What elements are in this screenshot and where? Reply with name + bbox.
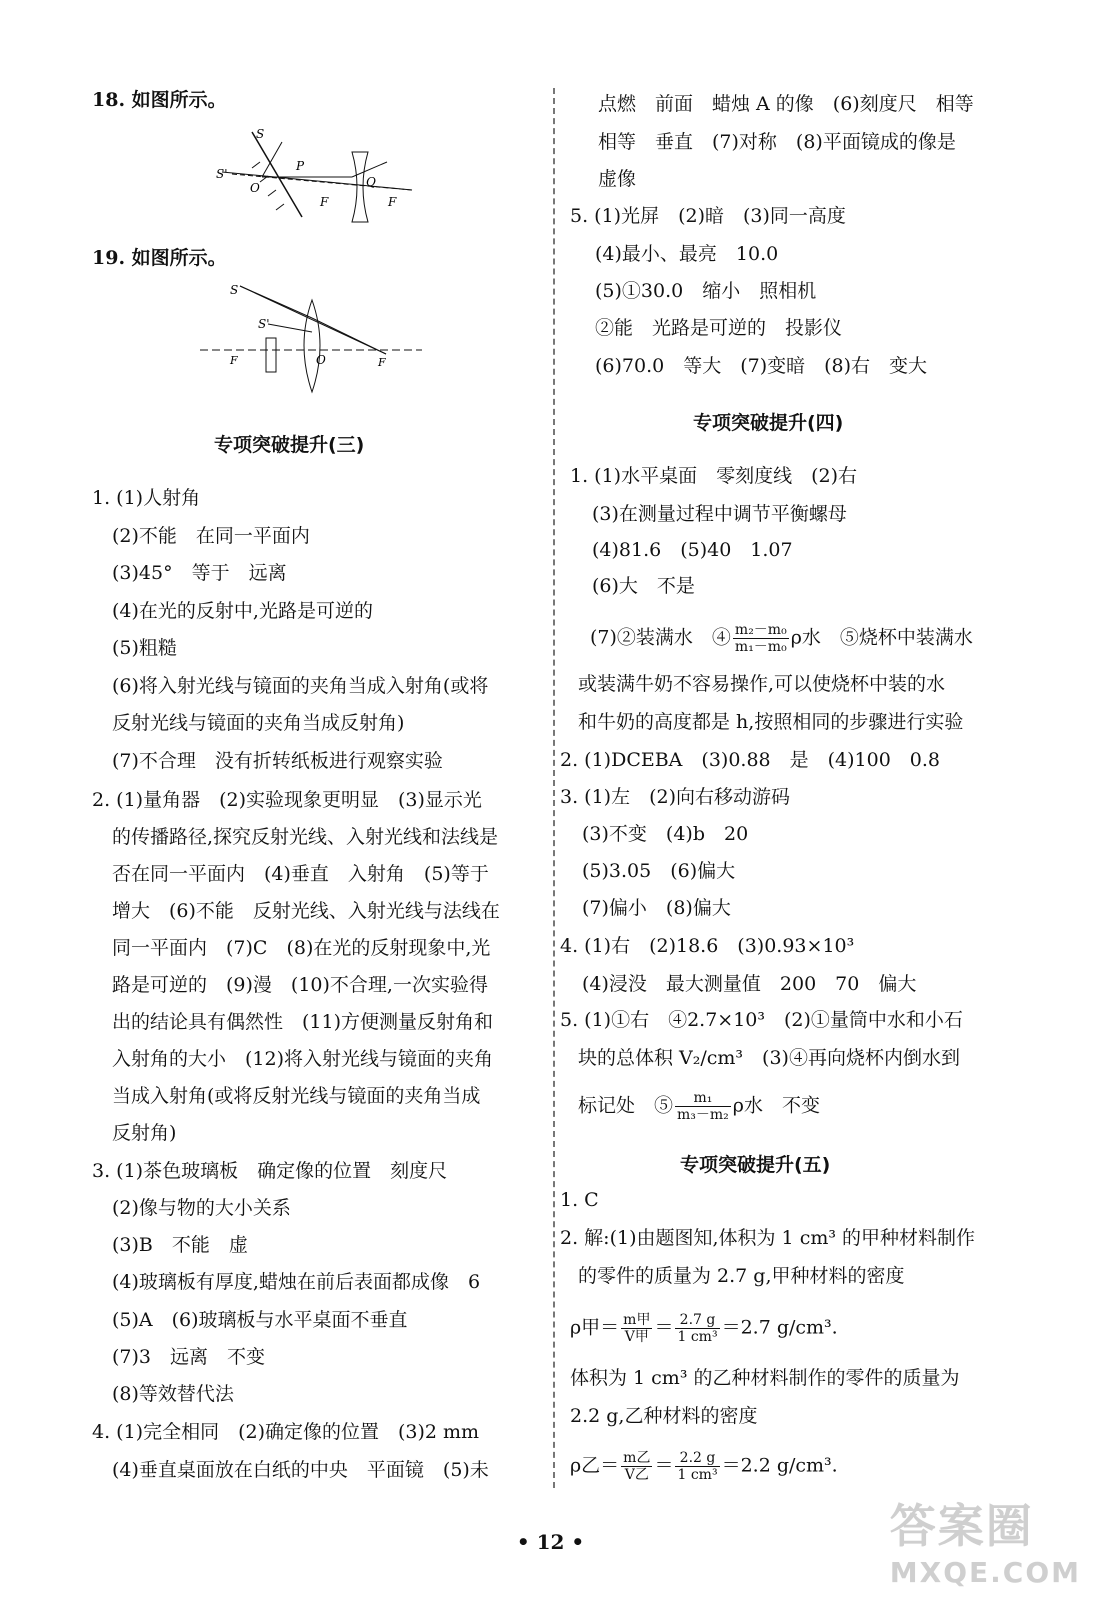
label-o: O: [250, 181, 260, 195]
equation-rho-jia: [570, 1312, 838, 1345]
eq1-fraction-1: [621, 1312, 652, 1345]
answer-line: 路是可逆的 (9)漫 (10)不合理,一次实验得: [112, 974, 488, 996]
fraction-numerator: 2.2 g: [675, 1450, 719, 1467]
answer-line: (3)45° 等于 远离: [112, 562, 287, 584]
watermark-url: MXQE.COM: [889, 1556, 1081, 1589]
answer-line: (7)不合理 没有折转纸板进行观察实验: [112, 750, 443, 772]
answer-line: 4. (1)完全相同 (2)确定像的位置 (3)2 mm: [92, 1421, 480, 1443]
eq2-fraction-1: [621, 1450, 652, 1483]
answer-line: (6)将入射光线与镜面的夹角当成入射角(或将: [112, 675, 489, 697]
eq2-rhs: ＝2.2 g/cm³.: [721, 1454, 838, 1477]
answer-line: 点燃 前面 蜡烛 A 的像 (6)刻度尺 相等: [598, 93, 974, 115]
answer-line: (5)粗糙: [112, 637, 177, 659]
s4-line-7-post: ρ水 ⑤烧杯中装满水: [790, 626, 973, 649]
answer-line: 当成入射角(或将反射光线与镜面的夹角当成: [112, 1085, 481, 1107]
s4-line-7-pre: (7)②装满水 ④: [590, 626, 731, 649]
answer-line: 3. (1)左 (2)向右移动游码: [560, 786, 790, 808]
answer-line: 1. (1)人射角: [92, 487, 201, 509]
fraction-denominator: m₁－m₀: [734, 639, 787, 655]
answer-line: (3)在测量过程中调节平衡螺母: [592, 503, 847, 525]
equation-rho-yi: [570, 1450, 838, 1483]
answer-line: 2.2 g,乙种材料的密度: [570, 1405, 758, 1427]
label-s-prime: S': [216, 167, 228, 181]
eq1-equals: ＝: [654, 1316, 674, 1339]
answer-line: (5)①30.0 缩小 照相机: [595, 280, 817, 302]
answer-line: 同一平面内 (7)C (8)在光的反射现象中,光: [112, 937, 491, 959]
label-f2: F: [388, 195, 397, 209]
eq1-fraction-2: [675, 1312, 719, 1345]
answer-line: 1. C: [560, 1189, 599, 1211]
answer-line: 入射角的大小 (12)将入射光线与镜面的夹角: [112, 1048, 494, 1070]
fraction-denominator: V甲: [624, 1329, 649, 1345]
label-f2: F: [378, 356, 386, 369]
answer-line: 的传播路径,探究反射光线、入射光线和法线是: [112, 826, 499, 848]
answer-line: 相等 垂直 (7)对称 (8)平面镜成的像是: [598, 131, 956, 153]
answer-line: 1. (1)水平桌面 零刻度线 (2)右: [570, 465, 857, 487]
answer-line: 5. (1)①右 ④2.7×10³ (2)①量筒中水和小石: [560, 1009, 963, 1031]
label-s: S: [256, 127, 265, 141]
answer-line: (5)3.05 (6)偏大: [582, 860, 736, 882]
s4-last-post: ρ水 不变: [732, 1094, 820, 1117]
answer-line: 体积为 1 cm³ 的乙种材料制作的零件的质量为: [570, 1367, 960, 1389]
answer-line: 块的总体积 V₂/cm³ (3)④再向烧杯内倒水到: [578, 1047, 960, 1069]
eq1-lhs: ρ甲＝: [570, 1316, 620, 1339]
answer-line: (6)大 不是: [592, 575, 695, 597]
fraction-denominator: 1 cm³: [677, 1329, 718, 1345]
fraction-denominator: 1 cm³: [677, 1467, 718, 1483]
answer-line: 反射光线与镜面的夹角当成反射角): [112, 712, 405, 734]
answer-line: 2. 解:(1)由题图知,体积为 1 cm³ 的甲种材料制作: [560, 1227, 976, 1249]
fraction-numerator: m乙: [623, 1450, 651, 1466]
answer-line: (5)A (6)玻璃板与水平桌面不垂直: [112, 1309, 408, 1331]
answer-line: 3. (1)茶色玻璃板 确定像的位置 刻度尺: [92, 1160, 448, 1182]
label-s: S: [230, 283, 239, 297]
s4-last-pre: 标记处 ⑤: [578, 1094, 674, 1117]
section-title-5: 专项突破提升(五): [680, 1154, 831, 1176]
s4-line-7: [590, 622, 973, 655]
answer-line: (4)81.6 (5)40 1.07: [592, 539, 793, 561]
answer-line: 增大 (6)不能 反射光线、入射光线与法线在: [112, 900, 500, 922]
answer-line: (4)最小、最亮 10.0: [595, 243, 779, 265]
figure-18-concave-lens-diagram: [212, 122, 422, 232]
answer-line: (4)在光的反射中,光路是可逆的: [112, 600, 373, 622]
question-19: 19. 如图所示。: [92, 247, 227, 269]
fraction-numerator: m₁: [675, 1090, 731, 1107]
answer-line: (4)玻璃板有厚度,蜡烛在前后表面都成像 6: [112, 1271, 481, 1293]
label-s-prime: S': [258, 317, 270, 331]
answer-line: (2)像与物的大小关系: [112, 1197, 291, 1219]
answer-line: 5. (1)光屏 (2)暗 (3)同一高度: [570, 205, 846, 227]
label-f1: F: [230, 354, 238, 367]
label-f1: F: [320, 195, 329, 209]
answer-line: 4. (1)右 (2)18.6 (3)0.93×10³: [560, 935, 855, 957]
answer-line: ②能 光路是可逆的 投影仪: [595, 317, 843, 339]
answer-line: (3)不变 (4)b 20: [582, 823, 749, 845]
answer-line: (7)偏小 (8)偏大: [582, 897, 731, 919]
section-title-3: 专项突破提升(三): [214, 434, 365, 456]
s4-fraction: [733, 622, 789, 655]
fraction-numerator: m₂－m₀: [734, 622, 787, 638]
eq2-equals: ＝: [654, 1454, 674, 1477]
page-number: • 12 •: [516, 1530, 585, 1554]
fraction-denominator: m₃－m₂: [677, 1107, 729, 1123]
answer-line: 否在同一平面内 (4)垂直 入射角 (5)等于: [112, 863, 489, 885]
answer-line: 出的结论具有偶然性 (11)方便测量反射角和: [112, 1011, 494, 1033]
answer-line: 虚像: [598, 168, 637, 190]
eq2-lhs: ρ乙＝: [570, 1454, 620, 1477]
s4-last-fraction: [675, 1090, 731, 1123]
column-divider: [553, 88, 555, 1488]
watermark-text: 答案圈: [889, 1499, 1034, 1553]
eq2-fraction-2: [675, 1450, 719, 1483]
answer-line: 2. (1)DCEBA (3)0.88 是 (4)100 0.8: [560, 749, 941, 771]
answer-line: 或装满牛奶不容易操作,可以使烧杯中装的水: [578, 673, 946, 695]
figure-19-convex-lens-diagram: [200, 280, 425, 400]
fraction-numerator: 2.7 g: [675, 1312, 719, 1329]
answer-line: (7)3 远离 不变: [112, 1346, 266, 1368]
answer-line: (3)B 不能 虚: [112, 1234, 248, 1256]
answer-line: 的零件的质量为 2.7 g,甲种材料的密度: [578, 1265, 905, 1287]
answer-line: 和牛奶的高度都是 h,按照相同的步骤进行实验: [578, 711, 964, 733]
answer-line: (4)垂直桌面放在白纸的中央 平面镜 (5)未: [112, 1459, 489, 1481]
label-q: Q: [366, 175, 376, 189]
label-p: P: [296, 159, 305, 173]
answer-line: 2. (1)量角器 (2)实验现象更明显 (3)显示光: [92, 789, 482, 811]
answer-line: (6)70.0 等大 (7)变暗 (8)右 变大: [595, 355, 928, 377]
eq1-rhs: ＝2.7 g/cm³.: [721, 1316, 838, 1339]
watermark-logo: [890, 1490, 1081, 1589]
question-18: 18. 如图所示。: [92, 89, 227, 111]
answer-line: 反射角): [112, 1122, 177, 1144]
fraction-numerator: m甲: [623, 1312, 651, 1328]
s4-last-line: [578, 1090, 820, 1123]
answer-line: (8)等效替代法: [112, 1383, 234, 1405]
answer-line: (4)浸没 最大测量值 200 70 偏大: [582, 973, 917, 995]
answer-line: (2)不能 在同一平面内: [112, 525, 310, 547]
section-title-4: 专项突破提升(四): [693, 412, 844, 434]
fraction-denominator: V乙: [624, 1467, 649, 1483]
label-o: O: [316, 353, 326, 367]
